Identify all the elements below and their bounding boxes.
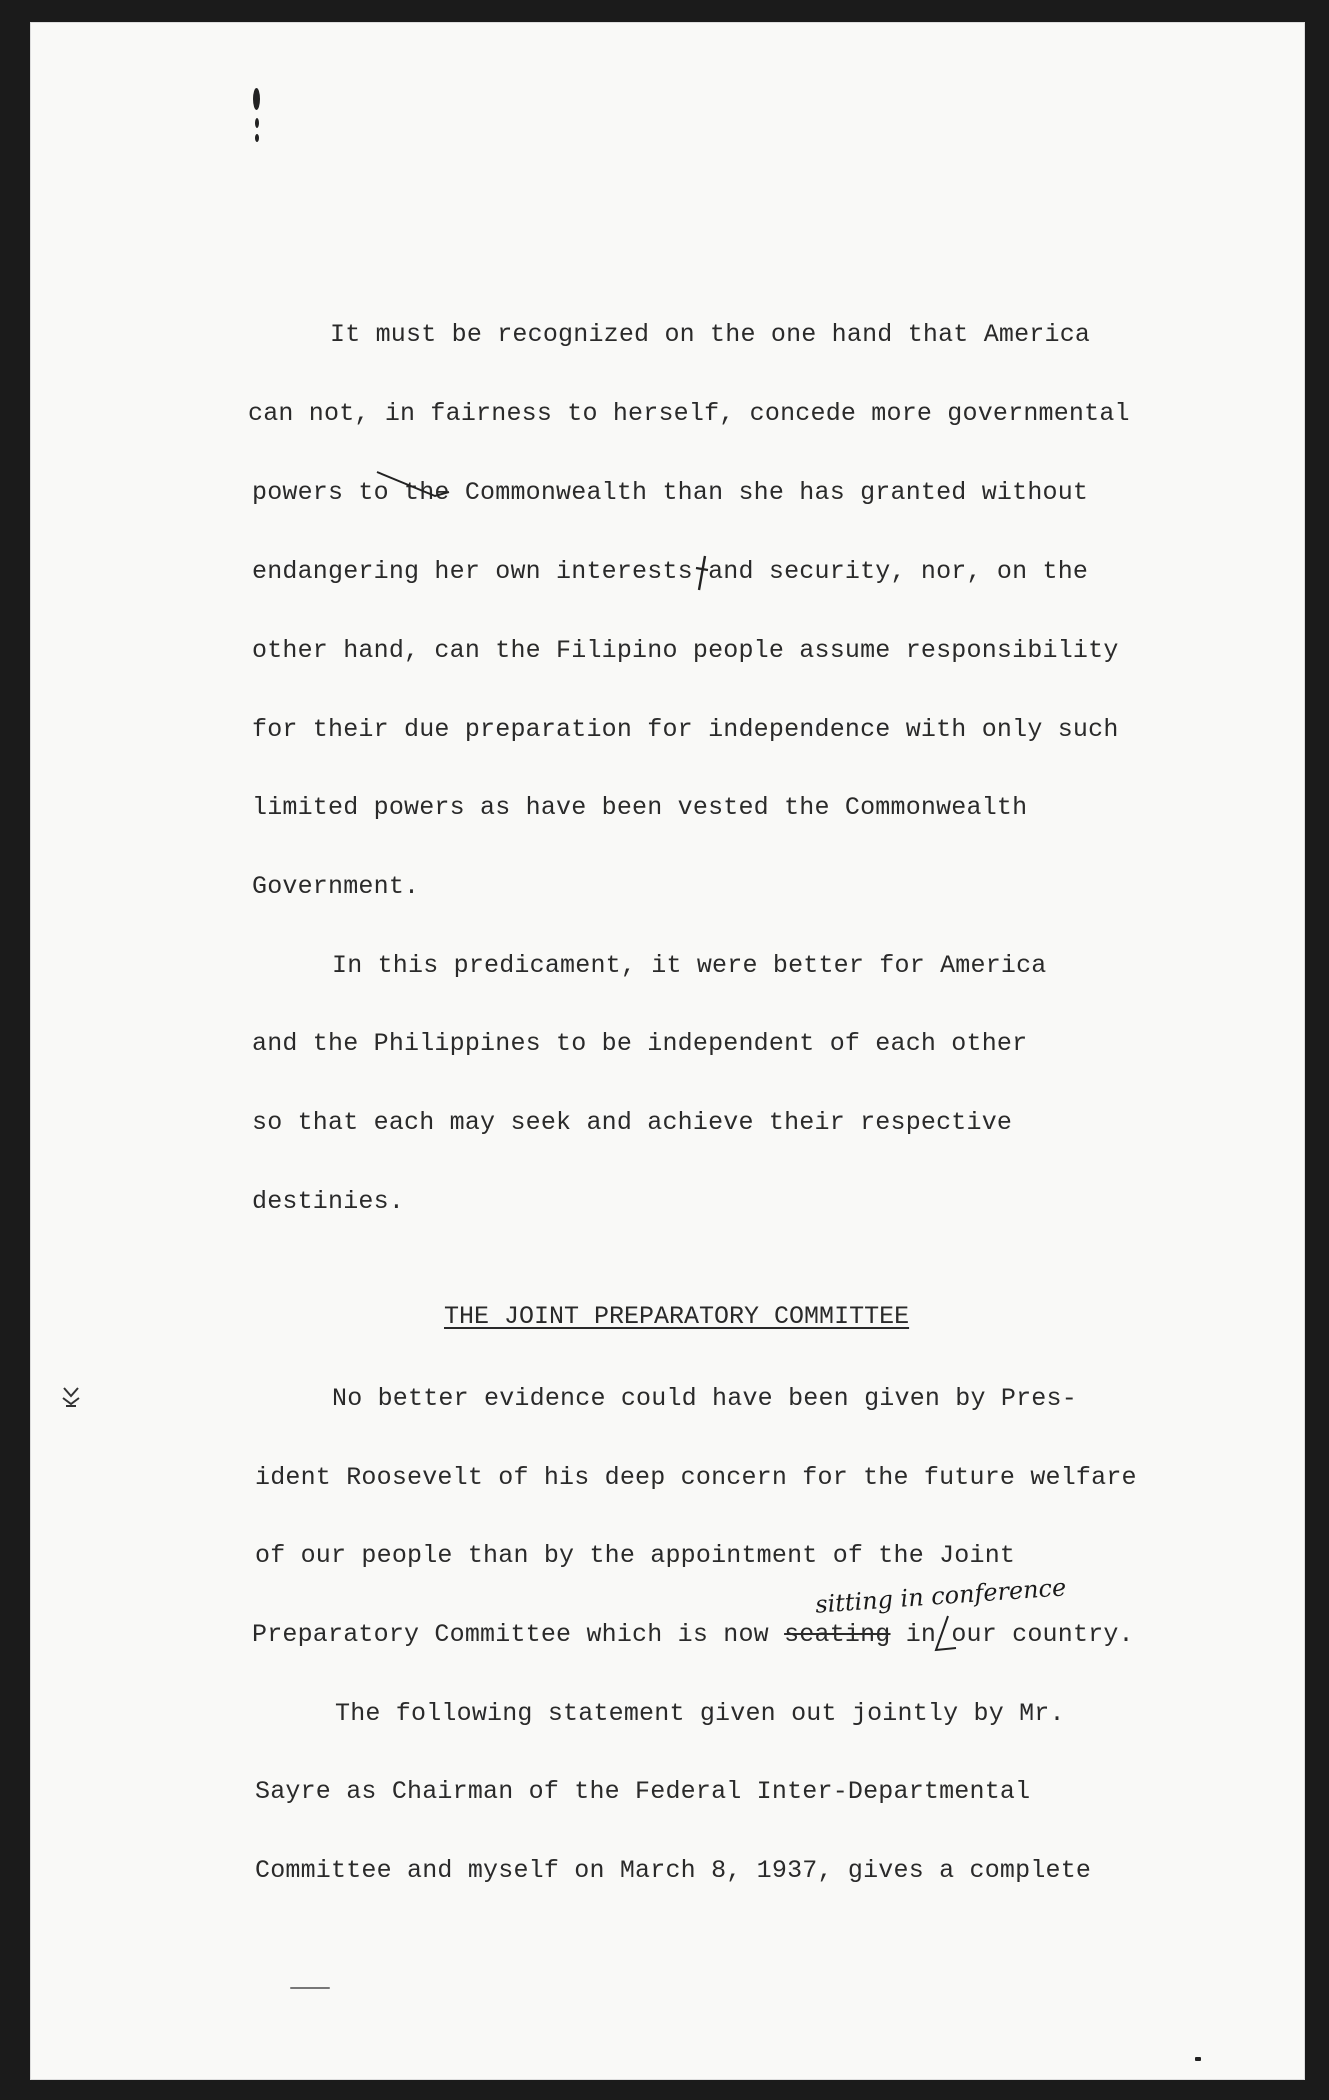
section-heading: THE JOINT PREPARATORY COMMITTEE bbox=[444, 1302, 910, 1331]
paragraph-2-line-1: In this predicament, it were better for America bbox=[332, 951, 1047, 980]
margin-smudge-icon bbox=[60, 1384, 82, 1410]
paragraph-1-line-6: for their due preparation for independence with only such bbox=[252, 715, 1119, 744]
binding-hole-mark bbox=[255, 118, 259, 128]
paragraph-4-line-1: The following statement given out jointly by Mr. bbox=[335, 1699, 1065, 1728]
stray-mark bbox=[290, 1987, 330, 1989]
binding-hole-mark bbox=[255, 134, 259, 142]
paragraph-1-line-1: It must be recognized on the one hand that America bbox=[330, 320, 1091, 349]
paragraph-2-line-2: and the Philippines to be independent of each other bbox=[252, 1029, 1028, 1058]
paragraph-3-line-2: ident Roosevelt of his deep concern for the future welfare bbox=[255, 1463, 1137, 1492]
paragraph-2-line-4: destinies. bbox=[252, 1187, 405, 1216]
paragraph-1-line-4: endangering her own interests and security, nor, on the bbox=[252, 557, 1089, 586]
paragraph-1-line-5: other hand, can the Filipino people assume responsibility bbox=[252, 636, 1119, 665]
insertion-caret-mark bbox=[928, 1612, 958, 1656]
line-text-after: in our country. bbox=[890, 1620, 1134, 1649]
paragraph-4-line-2: Sayre as Chairman of the Federal Inter-Departmental bbox=[255, 1777, 1031, 1806]
paragraph-3-line-1: No better evidence could have been given by Pres- bbox=[332, 1384, 1077, 1413]
struck-word: seating bbox=[784, 1620, 891, 1649]
pen-strike-mark bbox=[693, 554, 713, 594]
paragraph-1-line-8: Government. bbox=[252, 872, 420, 901]
paragraph-4-line-3: Committee and myself on March 8, 1937, gives a complete bbox=[255, 1856, 1092, 1885]
handwritten-insertion: sitting in conference bbox=[814, 1573, 1068, 1619]
paragraph-3-line-4 bbox=[252, 1620, 1134, 1650]
paragraph-1-line-2: can not, in fairness to herself, concede more governmental bbox=[248, 399, 1130, 428]
paragraph-2-line-3: so that each may seek and achieve their respective bbox=[252, 1108, 1013, 1137]
binding-hole-mark bbox=[253, 88, 260, 110]
document-page bbox=[30, 22, 1305, 2080]
stray-mark bbox=[1195, 2057, 1201, 2061]
paragraph-1-line-3: powers to the Commonwealth than she has granted without bbox=[252, 478, 1089, 507]
line-text-before: Preparatory Committee which is now bbox=[252, 1620, 785, 1649]
pen-strike-mark bbox=[375, 468, 455, 518]
paragraph-1-line-7: limited powers as have been vested the Commonwealth bbox=[252, 793, 1028, 822]
paragraph-3-line-3: of our people than by the appointment of the Joint bbox=[255, 1541, 1016, 1570]
